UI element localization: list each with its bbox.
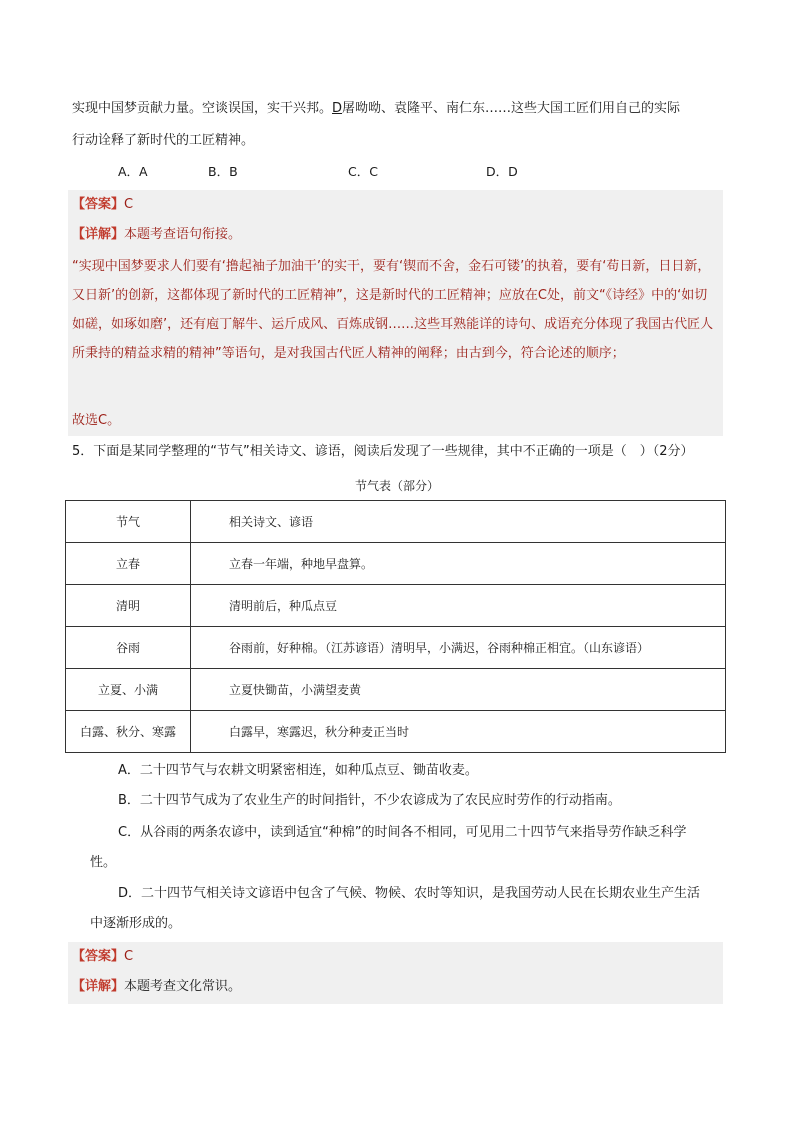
- q5-option-c[interactable]: C．从谷雨的两条农谚中，读到适宜“种棉”的时间各不相同，可见用二十四节气来指导劳作缺乏科学性。: [90, 825, 687, 870]
- solar-terms-table: [65, 500, 726, 753]
- q4-answer-line: [72, 194, 133, 216]
- detail-text: 本题考查文化常识。: [124, 979, 242, 994]
- table-cell-term: 清明: [66, 585, 191, 627]
- table-row: [66, 711, 726, 753]
- q5-option-b[interactable]: B．二十四节气成为了农业生产的时间指针，不少农谚成为了农民应时劳作的行动指南。: [118, 793, 621, 808]
- q5-answer-line: [72, 946, 133, 968]
- detail-text: 本题考查语句衔接。: [124, 227, 242, 242]
- passage-text: 实现中国梦贡献力量。空谈误国，实干兴邦。: [72, 101, 333, 116]
- answer-value: C: [124, 949, 134, 964]
- q4-option-d[interactable]: D．D: [486, 164, 518, 179]
- detail-tag: 【详解】: [72, 979, 125, 994]
- q4-options: [118, 162, 678, 184]
- table-cell-text: 白露早，寒露迟，秋分种麦正当时: [191, 711, 726, 753]
- detail-tag: 【详解】: [72, 227, 125, 242]
- table-row: [66, 501, 726, 543]
- table-row: [66, 585, 726, 627]
- q5-question: 5．下面是某同学整理的“节气”相关诗文、谚语，阅读后发现了一些规律，其中不正确的一项是（ ）（2分）: [72, 444, 694, 459]
- passage-line-2: 行动诠释了新时代的工匠精神。: [72, 133, 255, 148]
- table-cell-term: 白露、秋分、寒露: [66, 711, 191, 753]
- table-row: [66, 627, 726, 669]
- answer-tag: 【答案】: [72, 197, 125, 212]
- answer-tag: 【答案】: [72, 949, 125, 964]
- table-header-text: 相关诗文、谚语: [191, 501, 726, 543]
- q4-analysis: “实现中国梦要求人们要有‘撸起袖子加油干’的实干，要有‘锲而不舍，金石可镂’的执着，要有‘苟日新，日日新，又日新’的创新，这都体现了新时代的工匠精神”，这是新时代的工匠精神；应放在C处，前文“《诗经》中的‘如切如磋，如琢如磨’，还有庖丁解牛、运斤成风、百炼成钢……这些耳熟能详的诗句、成语充分体现了我国古代匠人所秉持的精益求精的精神”等语句，是对我国古代匠人精神的阐释；由古到今，符合论述的顺序；: [72, 259, 714, 361]
- blank-marker-d: D: [332, 101, 343, 116]
- q4-option-c[interactable]: C．C: [348, 164, 378, 179]
- table-row: [66, 669, 726, 711]
- table-cell-text: 谷雨前，好种棉。（江苏谚语）清明早，小满迟，谷雨种棉正相宜。（山东谚语）: [191, 627, 726, 669]
- table-cell-term: 立夏、小满: [66, 669, 191, 711]
- table-caption: 节气表（部分）: [354, 479, 439, 493]
- q4-option-a[interactable]: A．A: [118, 164, 148, 179]
- q4-conclusion: 故选C。: [72, 413, 121, 428]
- table-cell-text: 立夏快锄苗，小满望麦黄: [191, 669, 726, 711]
- q4-detail-line: [72, 224, 241, 246]
- q4-option-b[interactable]: B．B: [208, 164, 238, 179]
- q5-option-a[interactable]: A．二十四节气与农耕文明紧密相连，如种瓜点豆、锄苗收麦。: [118, 763, 478, 778]
- table-cell-text: 立春一年端，种地早盘算。: [191, 543, 726, 585]
- q5-option-d[interactable]: D．二十四节气相关诗文谚语中包含了气候、物候、农时等知识，是我国劳动人民在长期农业生产生活中逐渐形成的。: [90, 886, 701, 931]
- answer-value: C: [124, 197, 134, 212]
- passage-text: 屠呦呦、袁隆平、南仁东……这些大国工匠们用自己的实际: [342, 101, 681, 116]
- q5-detail-line: [72, 976, 241, 998]
- table-row: [66, 543, 726, 585]
- passage-line-1: [72, 99, 680, 119]
- table-header-term: 节气: [66, 501, 191, 543]
- table-cell-term: 立春: [66, 543, 191, 585]
- table-cell-text: 清明前后，种瓜点豆: [191, 585, 726, 627]
- table-cell-term: 谷雨: [66, 627, 191, 669]
